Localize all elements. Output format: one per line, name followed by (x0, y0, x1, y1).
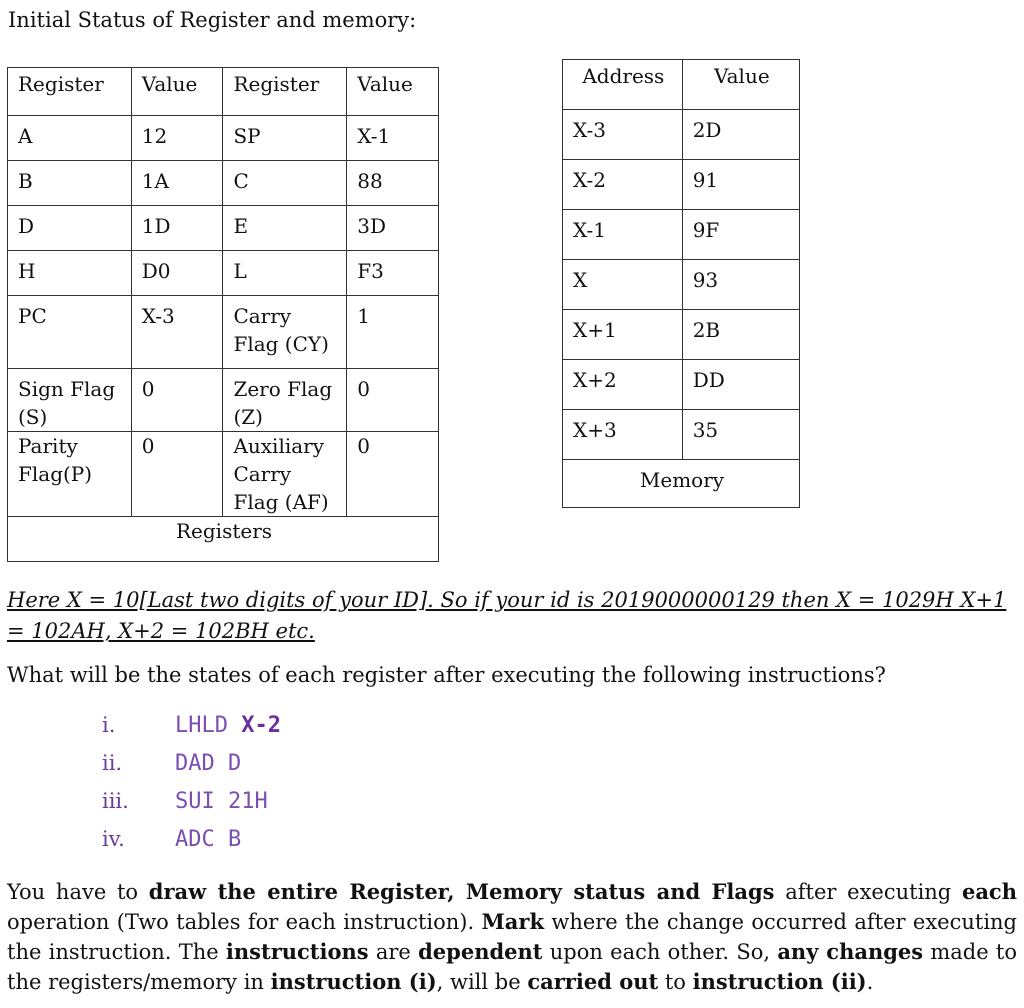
para-bold: each (961, 879, 1017, 904)
register-value: 0 (131, 369, 223, 432)
page-heading: Initial Status of Register and memory: (8, 8, 417, 32)
table-row (563, 310, 800, 360)
para-bold: carried out (527, 969, 659, 994)
register-name: Parity Flag(P) (8, 432, 132, 517)
memory-caption: Memory (563, 460, 800, 508)
register-name: L (223, 251, 347, 296)
table-row (8, 116, 439, 161)
instruction-arg: D (228, 751, 242, 776)
para-text: made to the registers/memory in (7, 940, 1017, 994)
header-address: Address (563, 60, 683, 110)
para-text: after executing (774, 880, 962, 904)
register-value: 3D (347, 206, 439, 251)
para-bold: instruction (ii) (692, 969, 867, 994)
register-value: 0 (131, 432, 223, 517)
memory-address: X+2 (563, 360, 683, 410)
para-bold: Mark (481, 909, 544, 934)
register-value: D0 (131, 251, 223, 296)
para-bold: instructions (225, 939, 369, 964)
para-text: are (368, 940, 419, 964)
memory-table (562, 59, 800, 508)
instruction-number: iii. (102, 789, 129, 813)
table-row (8, 161, 439, 206)
memory-address: X+1 (563, 310, 683, 360)
para-text: to (658, 970, 693, 994)
memory-value: 35 (682, 410, 799, 460)
register-caption: Registers (8, 517, 439, 562)
instruction-code (175, 789, 268, 814)
instructions-paragraph (7, 877, 1017, 997)
register-name: Zero Flag (Z) (223, 369, 347, 432)
memory-value: 2D (682, 110, 799, 160)
register-name: A (8, 116, 132, 161)
table-row (563, 360, 800, 410)
memory-value: 2B (682, 310, 799, 360)
table-row (8, 296, 439, 369)
header-value: Value (131, 68, 223, 116)
register-name: H (8, 251, 132, 296)
memory-address: X (563, 260, 683, 310)
register-value: 1A (131, 161, 223, 206)
para-bold: any changes (777, 939, 924, 964)
table-row (563, 160, 800, 210)
header-value: Value (682, 60, 799, 110)
register-value: 1D (131, 206, 223, 251)
instruction-arg: B (228, 827, 242, 852)
memory-address: X+3 (563, 410, 683, 460)
register-value: 12 (131, 116, 223, 161)
header-value-2: Value (347, 68, 439, 116)
id-note: Here X = 10[Last two digits of your ID]. So if your id is 2019000000129 then X = 1029H X+1 = 102AH, X+2 = 102BH etc. (7, 588, 1007, 643)
register-name: E (223, 206, 347, 251)
question-text: What will be the states of each register after executing the following instructions? (7, 663, 886, 687)
para-text: where the change occurred after executing the instruction. The (7, 910, 1017, 964)
para-bold: draw the entire Register, Memory status and Flags (148, 879, 775, 904)
table-row (8, 251, 439, 296)
para-text: You have to (7, 880, 149, 904)
instruction-number: i. (102, 713, 116, 737)
register-value: 0 (347, 432, 439, 517)
memory-address: X-2 (563, 160, 683, 210)
instruction-code (175, 827, 241, 852)
para-bold: instruction (i) (270, 969, 437, 994)
table-row (8, 432, 439, 517)
register-table (7, 67, 439, 562)
register-value: X-1 (347, 116, 439, 161)
caption-row (8, 517, 439, 562)
table-row (563, 110, 800, 160)
register-name: Sign Flag (S) (8, 369, 132, 432)
register-value: F3 (347, 251, 439, 296)
instruction-arg: 21H (228, 789, 268, 814)
memory-header-row (563, 60, 800, 110)
instruction-code (175, 751, 241, 776)
memory-value: 9F (682, 210, 799, 260)
register-value: 0 (347, 369, 439, 432)
instruction-op: ADC (175, 827, 215, 852)
instruction-number: ii. (102, 751, 123, 775)
instruction-op: LHLD (175, 713, 228, 738)
register-header-row (8, 68, 439, 116)
header-register-2: Register (223, 68, 347, 116)
register-name: C (223, 161, 347, 206)
instruction-op: DAD (175, 751, 215, 776)
memory-address: X-3 (563, 110, 683, 160)
register-name: SP (223, 116, 347, 161)
table-row (8, 369, 439, 432)
register-name: B (8, 161, 132, 206)
register-value: 1 (347, 296, 439, 369)
caption-row (563, 460, 800, 508)
instruction-number: iv. (102, 827, 125, 851)
memory-value: DD (682, 360, 799, 410)
register-value: X-3 (131, 296, 223, 369)
table-row (8, 206, 439, 251)
register-value: 88 (347, 161, 439, 206)
header-register: Register (8, 68, 132, 116)
instruction-code (175, 713, 281, 738)
instruction-arg: X-2 (241, 713, 281, 738)
para-text: . (866, 970, 874, 994)
para-text: , will be (436, 970, 528, 994)
register-name: Auxiliary Carry Flag (AF) (223, 432, 347, 517)
register-name: D (8, 206, 132, 251)
register-name: Carry Flag (CY) (223, 296, 347, 369)
table-row (563, 210, 800, 260)
table-row (563, 260, 800, 310)
register-name: PC (8, 296, 132, 369)
para-text: upon each other. So, (542, 940, 778, 964)
instruction-op: SUI (175, 789, 215, 814)
memory-value: 93 (682, 260, 799, 310)
memory-address: X-1 (563, 210, 683, 260)
memory-value: 91 (682, 160, 799, 210)
para-text: operation (Two tables for each instruction). (7, 910, 482, 934)
table-row (563, 410, 800, 460)
para-bold: dependent (418, 939, 543, 964)
